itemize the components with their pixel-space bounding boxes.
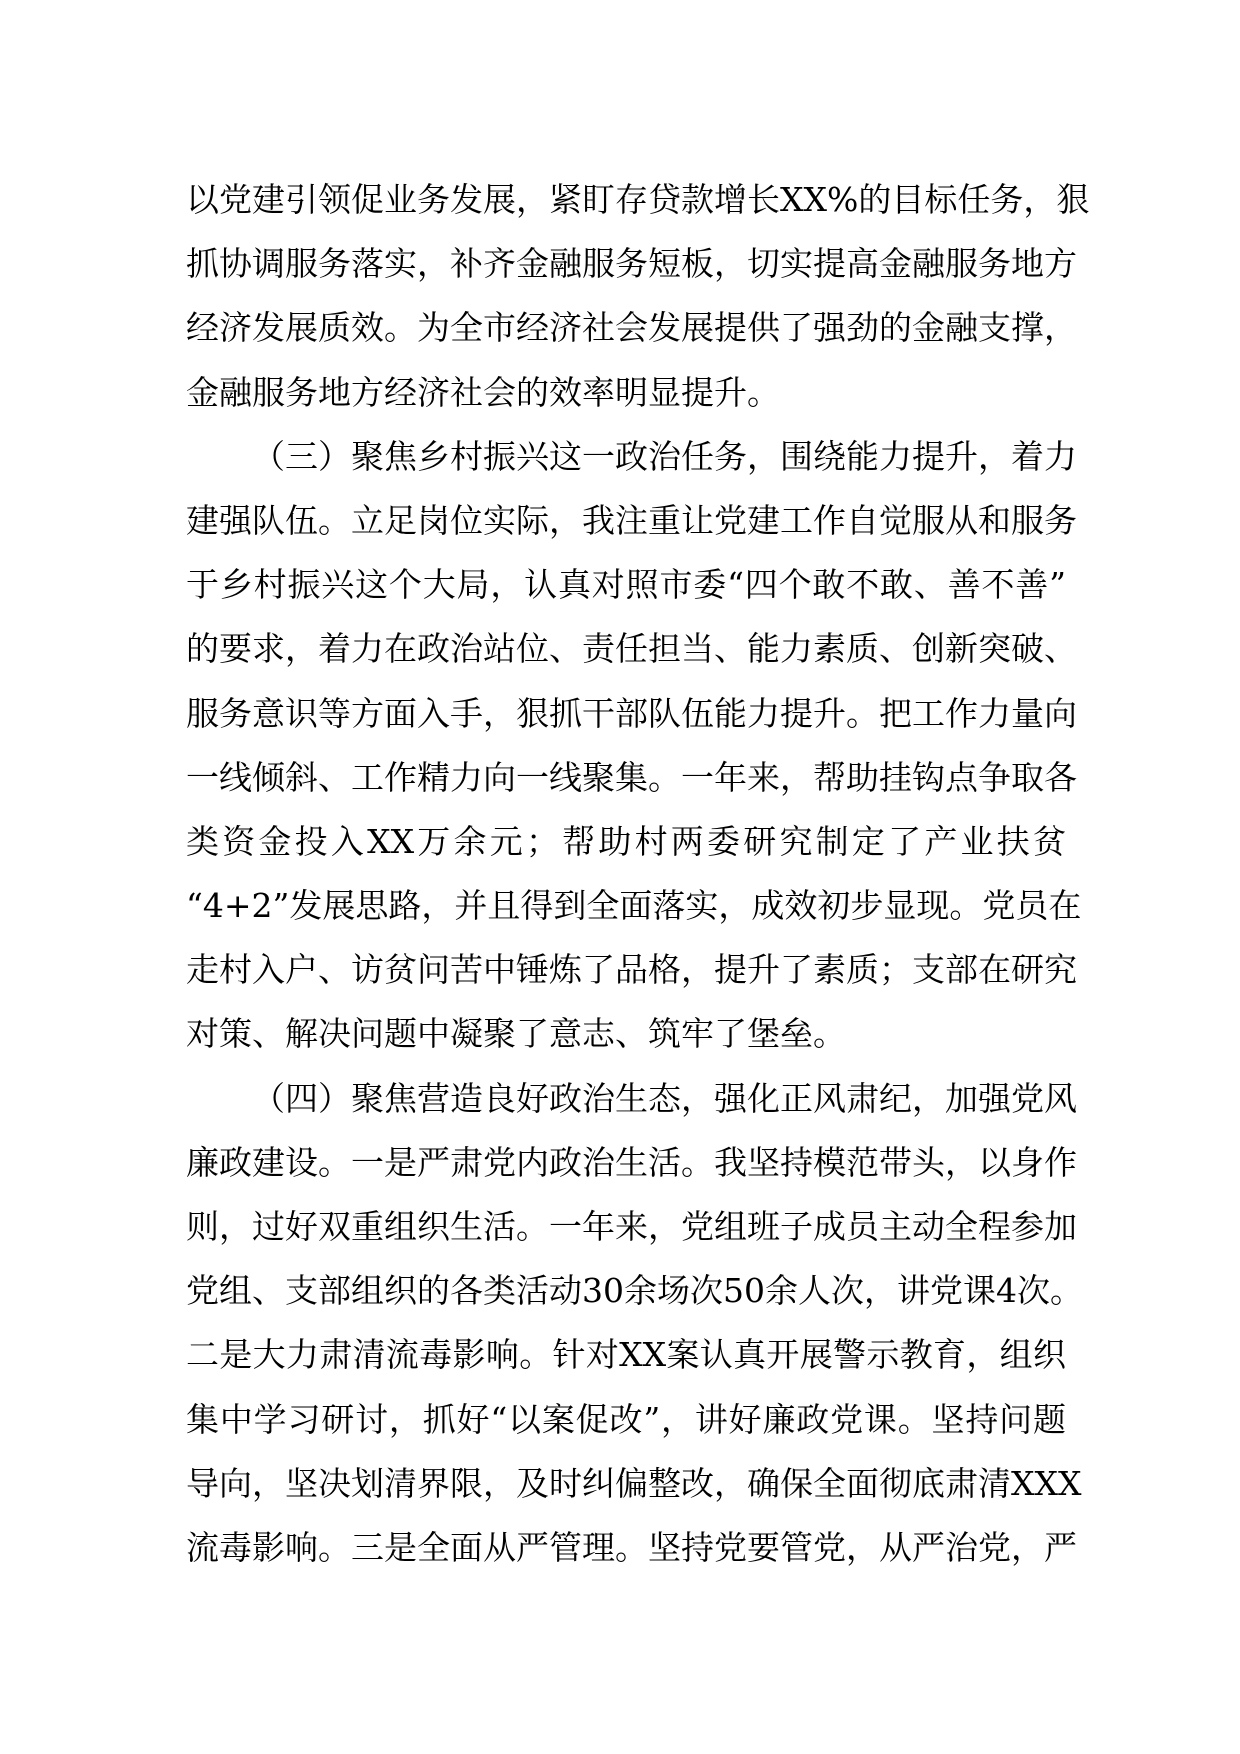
text-line: 经济发展质效。为全市经济社会发展提供了强劲的金融支撑， — [186, 308, 1077, 348]
document-body — [186, 168, 1090, 1580]
text-line: “4+2”发展思路，并且得到全面落实，成效初步显现。党员在 — [186, 886, 1082, 926]
text-line: 类资金投入XX万余元；帮助村两委研究制定了产业扶贫 — [186, 821, 1066, 861]
text-line: 则，过好双重组织生活。一年来，党组班子成员主动全程参加 — [186, 1207, 1077, 1246]
text-line: 服务意识等方面入手，狠抓干部队伍能力提升。把工作力量向 — [186, 693, 1077, 733]
text-line: 建强队伍。立足岗位实际，我注重让党建工作自觉服从和服务 — [186, 500, 1077, 540]
text-line: 二是大力肃清流毒影响。针对XX案认真开展警示教育，组织 — [186, 1335, 1066, 1375]
text-line: 对策、解决问题中凝聚了意志、筑牢了堡垒。 — [186, 1014, 846, 1054]
paragraph-3 — [186, 1067, 1083, 1581]
text-line: （四）聚焦营造良好政治生态，强化正风肃纪，加强党风 — [252, 1078, 1077, 1118]
text-line: 党组、支部组织的各类活动30余场次50余人次，讲党课4次。 — [186, 1271, 1083, 1311]
paragraph-2 — [186, 425, 1082, 1067]
text-line: 金融服务地方经济社会的效率明显提升。 — [186, 372, 780, 412]
text-line: 流毒影响。三是全面从严管理。坚持党要管党，从严治党，严 — [186, 1527, 1077, 1567]
text-line: 廉政建设。一是严肃党内政治生活。我坚持模范带头，以身作 — [186, 1142, 1077, 1182]
text-line: （三）聚焦乡村振兴这一政治任务，围绕能力提升，着力 — [252, 436, 1077, 476]
text-line: 集中学习研讨，抓好“以案促改”，讲好廉政党课。坚持问题 — [186, 1399, 1066, 1439]
paragraph-1 — [186, 168, 1090, 425]
text-line: 抓协调服务落实，补齐金融服务短板，切实提高金融服务地方 — [186, 244, 1077, 284]
text-line: 走村入户、访贫问苦中锤炼了品格，提升了素质；支部在研究 — [186, 950, 1077, 990]
text-line: 的要求，着力在政治站位、责任担当、能力素质、创新突破、 — [186, 629, 1077, 669]
text-line: 导向，坚决划清界限，及时纠偏整改，确保全面彻底肃清XXX — [186, 1463, 1082, 1503]
text-line: 以党建引领促业务发展，紧盯存贷款增长XX%的目标任务，狠 — [186, 180, 1090, 219]
text-line: 于乡村振兴这个大局，认真对照市委“四个敢不敢、善不善” — [186, 565, 1066, 605]
text-line: 一线倾斜、工作精力向一线聚集。一年来，帮助挂钩点争取各 — [186, 757, 1077, 797]
